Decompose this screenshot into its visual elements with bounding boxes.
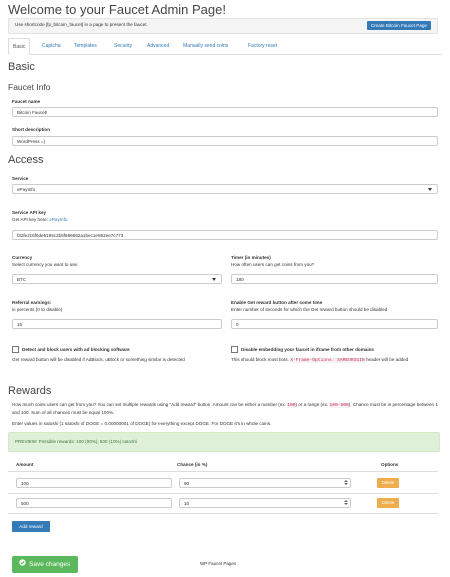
reward-amount-input[interactable]: 100 [16,478,172,488]
chance-column-header: Chance (in %) [177,462,208,467]
access-heading: Access [8,154,44,166]
rewards-help-text: ). Chance [348,402,369,407]
rewards-help [12,402,442,416]
add-reward-button[interactable]: Add reward [12,521,50,532]
spinner-icon[interactable] [343,480,348,487]
table-divider [8,493,438,494]
save-changes-label: Save changes [29,561,71,568]
options-column-header: Options [381,462,399,467]
faucet-info-heading: Faucet Info [8,82,51,92]
currency-label: Currency [12,255,33,260]
tab-basic[interactable]: Basic [8,38,30,55]
tab-security[interactable]: Security [114,43,133,49]
service-label: Service [12,176,29,181]
footer-text: WP Faucet Pages [200,561,237,566]
adblock-help: Get reward button will be disabled if AdBlock, uBlock or something similar is detected [12,357,185,362]
reward-chance-input[interactable] [179,478,351,488]
api-key-input[interactable]: f32fe2c6f0de5195c2b5f666662a1bec1e592ee7c773 [12,230,438,240]
tab-advanced[interactable]: Advanced [147,43,170,49]
tab-bar [8,38,442,55]
disable-reward-input[interactable]: 0 [231,319,438,329]
rewards-help-text: ) or a range (ex. [295,402,329,407]
basic-heading: Basic [8,61,35,73]
page-title: Welcome to your Faucet Admin Page! [8,2,226,17]
rewards-heading: Rewards [8,385,52,397]
iframe-label: Disable embedding your faucet in iframe from other domains [241,347,374,352]
check-circle-icon [19,556,26,573]
rewards-preview-text: PREVIEW: Possible rewards: 100 (90%), 500 (10%) satoshi [15,439,137,444]
referral-label: Referral earnings: [12,300,52,305]
faucet-name-label: Faucet name [12,99,41,104]
create-faucet-page-button[interactable]: Create Bitcoin Faucet Page [367,21,431,30]
rewards-help-text: How much coins users can get from you? You can set multiple rewards using "Add reward" button. Amount can be either a number (ex. [12,402,286,407]
api-key-label: Service API key [12,210,47,215]
service-select[interactable] [12,184,438,194]
tab-manually-send-coins[interactable]: Manually send coins [183,43,229,49]
reward-chance-value: 10 [184,501,190,506]
notice-text: Use shortcode [fp_bitcoin_faucet] in a page to present the faucet. [15,22,148,27]
api-key-help-text: Get API key here: [12,217,50,222]
table-divider [8,513,438,514]
timer-label: Timer (in minutes) [231,255,271,260]
currency-select[interactable] [12,274,222,284]
disable-reward-help: Enter number of seconds for which the Get reward button should be disabled [231,307,388,312]
rewards-example-range: 100-500 [329,403,349,408]
tab-captcha[interactable]: Captcha [42,43,61,49]
iframe-help-suffix: header will be added [365,357,409,362]
currency-value: BTC [17,277,27,282]
rewards-example-number: 100 [287,403,296,408]
save-changes-button[interactable] [12,556,78,573]
iframe-help-text: This should block most bots. [231,357,289,362]
timer-input[interactable]: 180 [231,274,438,284]
chevron-down-icon [428,188,432,191]
tab-factory-reset[interactable]: Factory reset [248,43,278,49]
service-value: ePayInfo [17,187,36,192]
faucet-name-input[interactable]: Bitcoin Faucet! [12,107,438,117]
spinner-icon[interactable] [343,500,348,507]
reward-chance-value: 90 [184,481,190,486]
shortcode-notice [8,18,438,34]
timer-help: How often users can get coins from you? [231,262,315,267]
referral-input[interactable]: 15 [12,319,222,329]
disable-reward-label: Enable Get reward button after some time [231,300,323,305]
tab-templates[interactable]: Templates [74,43,97,49]
amount-column-header: Amount [16,462,34,467]
short-description-label: Short description [12,127,51,132]
rewards-help-text: must be in percentage between 1 and 100. Sum of all chances must be equal 100%. [12,402,438,415]
short-description-input[interactable]: WordPress =) [12,136,438,146]
currency-help: Select currency you want to use. [12,262,79,267]
delete-reward-button[interactable]: Delete [377,498,399,508]
chevron-down-icon [212,278,216,281]
adblock-label: Detect and block users with ad blocking software [22,347,130,352]
referral-help: in percents (0 to disable) [12,307,63,312]
epayinfo-link[interactable]: ePayInfo [49,217,68,222]
table-divider [8,471,438,472]
rewards-preview [8,432,440,452]
adblock-checkbox[interactable] [12,346,19,353]
iframe-header-code: X-Frame-Options: SAMEORIGIN [290,358,365,363]
api-key-help [12,217,67,222]
delete-reward-button[interactable]: Delete [377,478,399,488]
rewards-satoshi-help: Enter values in satoshi (1 satoshi of DOGE = 0.00000001 of DOGE) for everything except DOGE. For DOGE it's in whole coins. [12,421,272,426]
reward-amount-input[interactable]: 500 [16,498,172,508]
iframe-help [231,357,443,363]
reward-chance-input[interactable] [179,498,351,508]
iframe-checkbox[interactable] [231,346,238,353]
